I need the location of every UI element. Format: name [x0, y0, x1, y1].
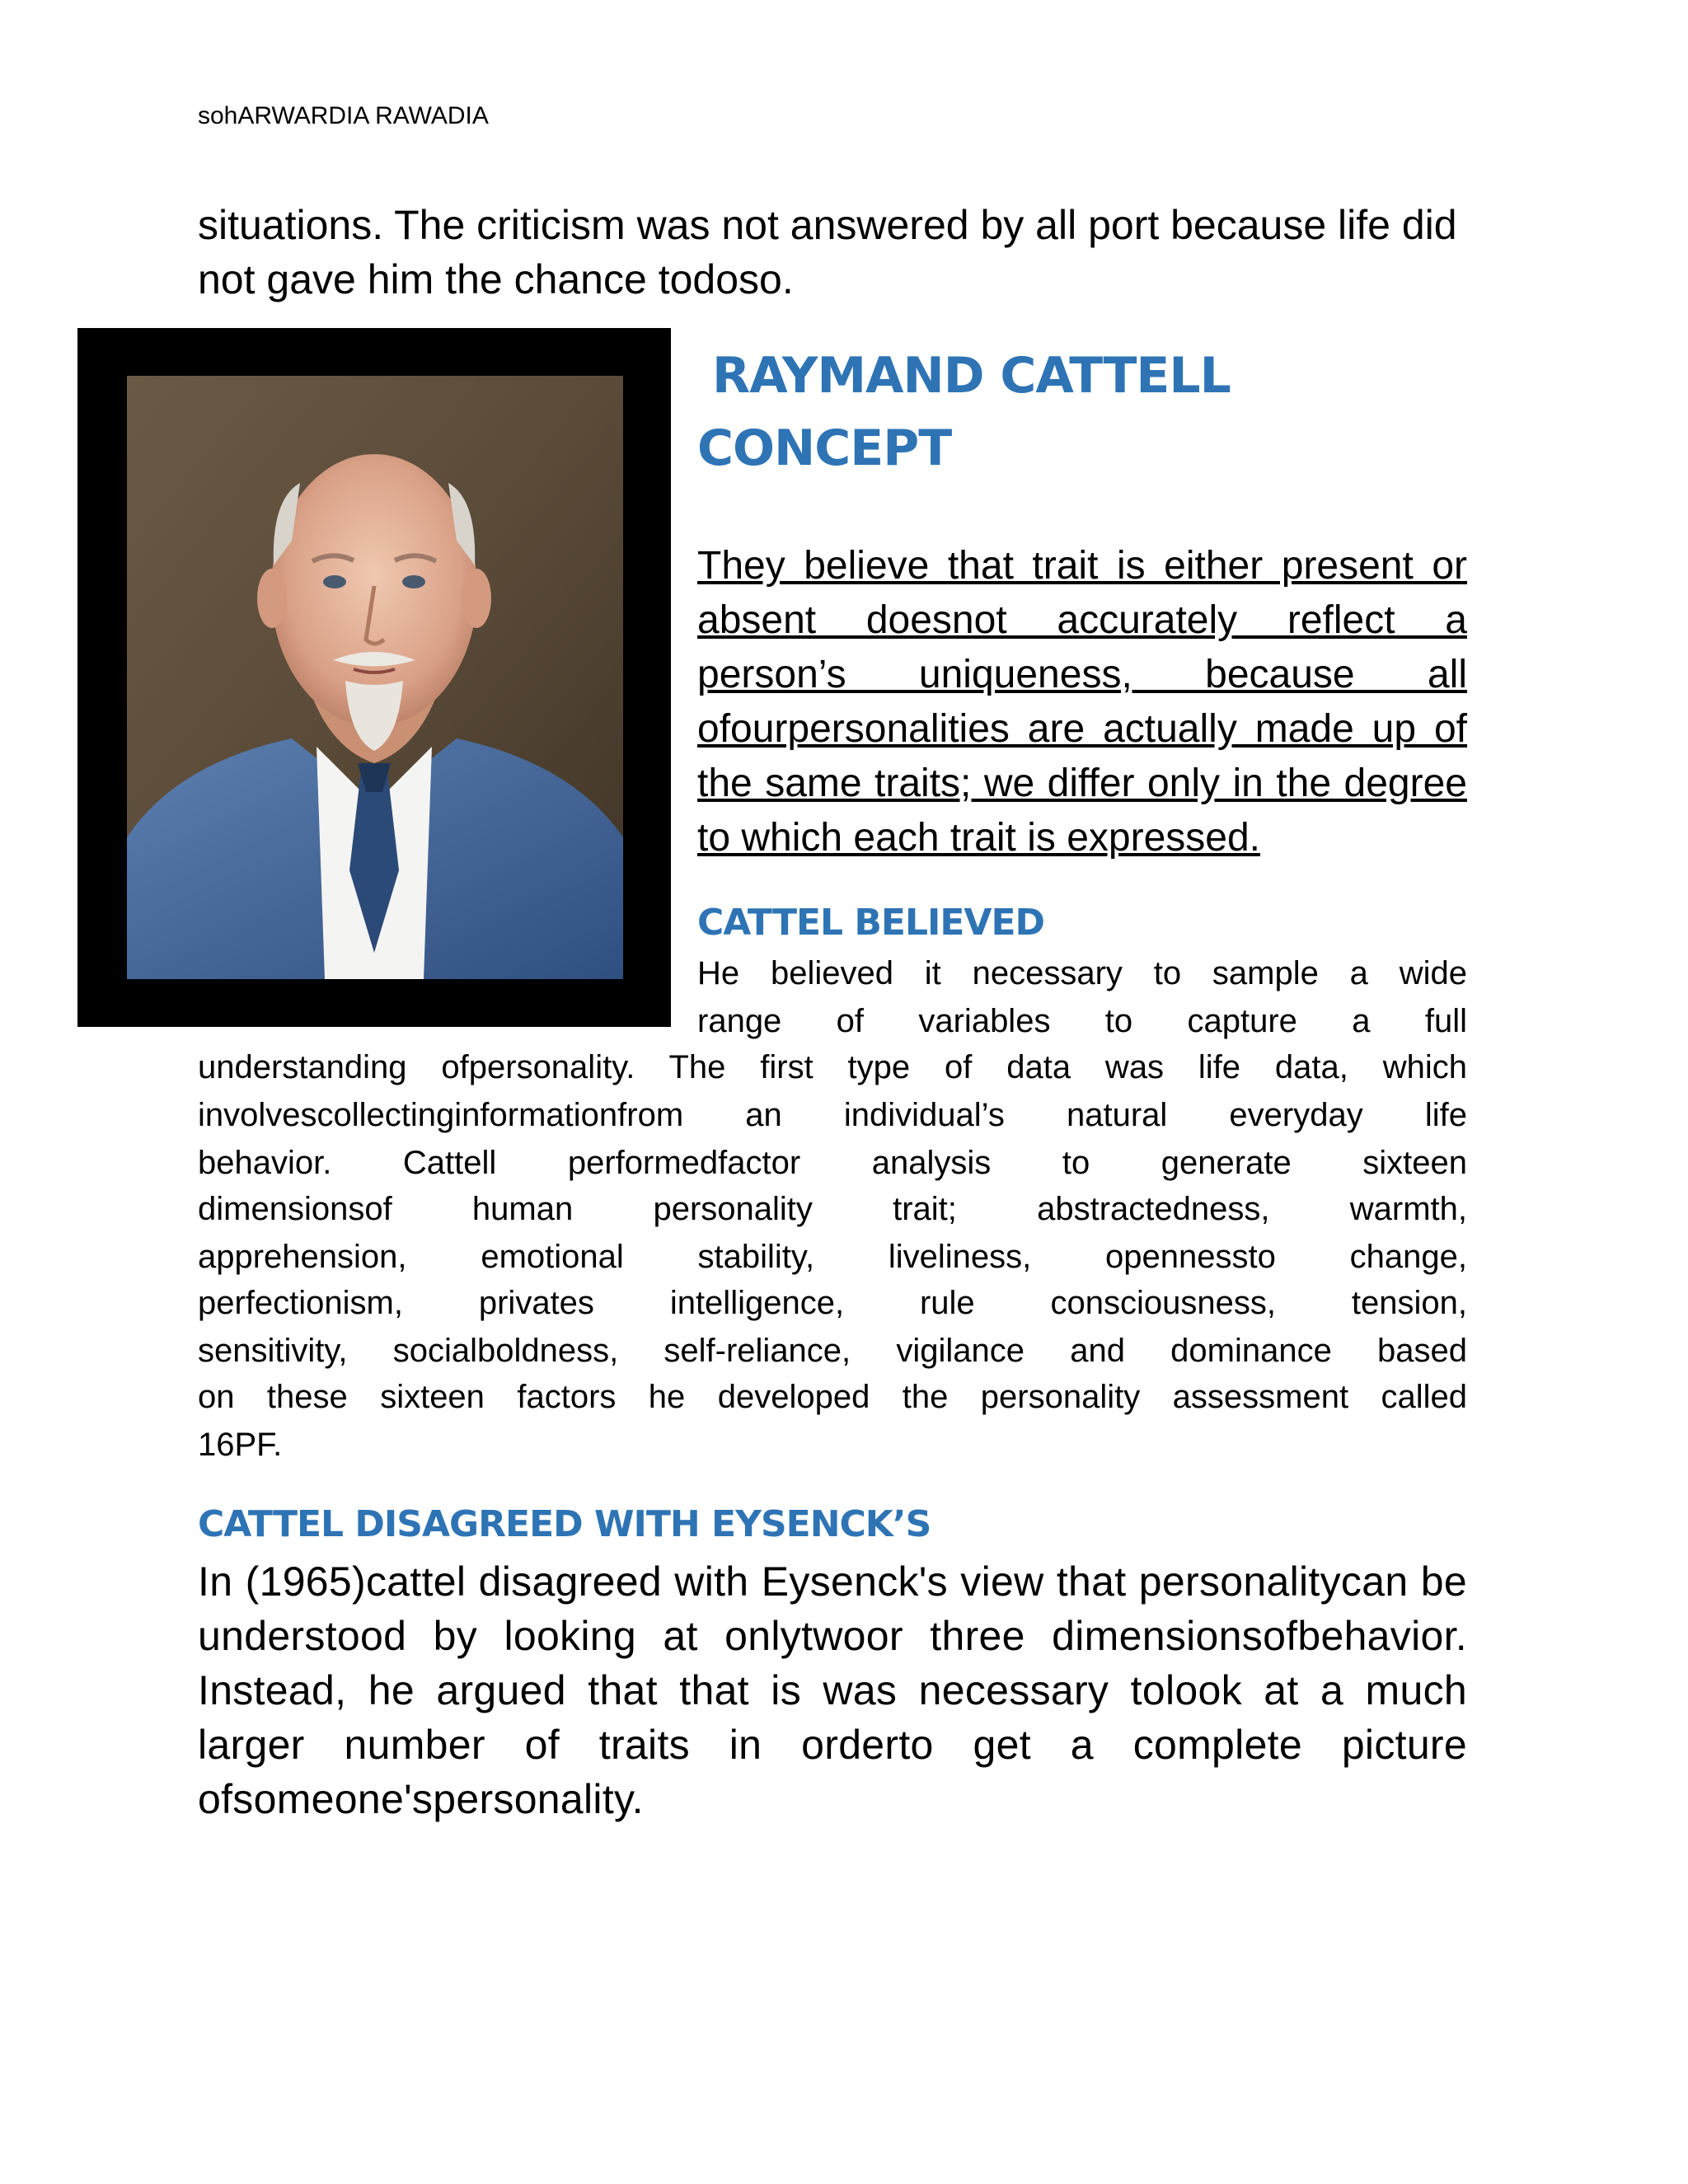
disagreed-paragraph: In (1965)cattel disagreed with Eysenck's view that personalitycan be understood by looking at onlytwoor three dimensionsofbehavior. Instead, he argued that that is was necessary tolook at a much larger number of traits in orderto get a complete picture ofsomeone'spersonality.: [198, 1558, 1467, 1822]
believed-line: behavior. Cattell performedfactor analysis to generate sixteen: [198, 1145, 1467, 1181]
section-title-line2: CONCEPT: [697, 419, 952, 477]
believed-line: understanding ofpersonality. The first type of data was life data, which: [198, 1049, 1467, 1085]
section-title-line1: RAYMAND CATTELL: [712, 347, 1231, 405]
believed-line: 16PF.: [198, 1427, 283, 1463]
believed-line: range of variables to capture a full: [697, 1003, 1467, 1039]
concept-quote: They believe that trait is either present or absent doesnot accurately reflect a person’s uniqueness, because all ofourpersonalities are actually made up of the same traits; we differ only in the degree to which each trait is expressed.: [697, 544, 1467, 860]
intro-paragraph: situations. The criticism was not answered by all port because life did not gave him the chance todoso.: [198, 202, 1457, 302]
believed-line: on these sixteen factors he developed the personality assessment called: [198, 1379, 1467, 1415]
believed-line: dimensionsof human personality trait; abstractedness, warmth,: [198, 1191, 1467, 1227]
portrait-frame: [77, 328, 671, 1027]
section-title: [697, 340, 1439, 485]
portrait-photo-icon: [127, 376, 623, 979]
heading-cattel-disagreed: CATTEL DISAGREED WITH EYSENCK’S: [198, 1503, 931, 1545]
believed-line: sensitivity, socialboldness, self-reliance, vigilance and dominance based: [198, 1333, 1467, 1369]
heading-cattel-believed: CATTEL BELIEVED: [697, 902, 1045, 944]
believed-line: apprehension, emotional stability, liveliness, opennessto change,: [198, 1239, 1467, 1275]
running-head: sohARWARDIA RAWADIA: [198, 102, 489, 129]
believed-line: involvescollectinginformationfrom an individual’s natural everyday life: [198, 1097, 1467, 1133]
believed-line: He believed it necessary to sample a wide: [697, 955, 1467, 991]
believed-line: perfectionism, privates intelligence, rule consciousness, tension,: [198, 1285, 1467, 1321]
